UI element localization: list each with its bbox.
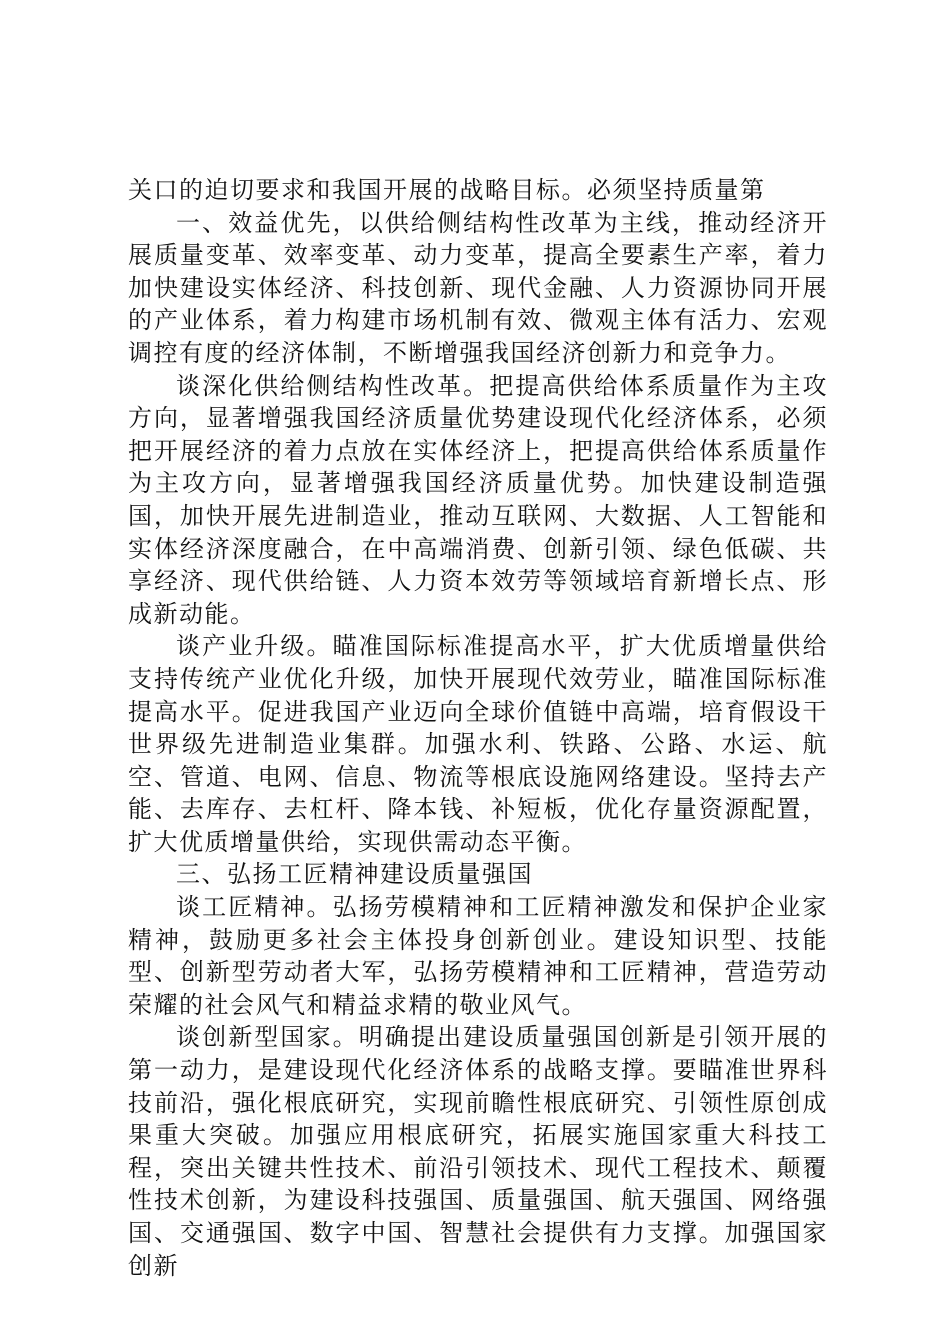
section-heading-craftsman-spirit: 三、弘扬工匠精神建设质量强国 (176, 860, 533, 889)
paragraph-continuation: 关口的迫切要求和我国开展的战略目标。必须坚持质量第 (128, 176, 766, 204)
paragraph-supply-side-reform: 谈深化供给侧结构性改革。把提高供给体系质量作为主攻方向，显著增强我国经济质量优势建设现代化经济体系，必须把开展经济的着力点放在实体经济上，把提高供给体系质量作为主攻方向，显著增强我国经济质量优势。加快建设制造强国，加快开展先进制造业，推动互联网、大数据、人工智能和实体经济深度融合，在中高端消费、创新引领、绿色低碳、共享经济、现代供给链、人力资本效劳等领域培育新增长点、形成新动能。 (128, 371, 828, 628)
paragraph-innovative-country: 谈创新型国家。明确提出建设质量强国创新是引领开展的第一动力，是建设现代化经济体系的战略支撑。要瞄准世界科技前沿，强化根底研究，实现前瞻性根底研究、引领性原创成果重大突破。加强应用根底研究，拓展实施国家重大科技工程，突出关键共性技术、前沿引领技术、现代工程技术、颠覆性技术创新，为建设科技强国、质量强国、航天强国、网络强国、交通强国、数字中国、智慧社会提供有力支撑。加强国家创新 (128, 1023, 828, 1280)
paragraph-industrial-upgrade: 谈产业升级。瞄准国际标准提高水平，扩大优质增量供给支持传统产业优化升级，加快开展现代效劳业，瞄准国际标准提高水平。促进我国产业迈向全球价值链中高端，培育假设干世界级先进制造业集群。加强水利、铁路、公路、水运、航空、管道、电网、信息、物流等根底设施网络建设。坚持去产能、去库存、去杠杆、降本钱、补短板，优化存量资源配置，扩大优质增量供给，实现供需动态平衡。 (128, 632, 828, 856)
document-body (128, 174, 828, 1282)
paragraph-efficiency-priority: 一、效益优先，以供给侧结构性改革为主线，推动经济开展质量变革、效率变革、动力变革，提高全要素生产率，着力加快建设实体经济、科技创新、现代金融、人力资源协同开展的产业体系，着力构建市场机制有效、微观主体有活力、宏观调控有度的经济体制，不断增强我国经济创新力和竞争力。 (128, 208, 828, 367)
paragraph-craftsman-spirit: 谈工匠精神。弘扬劳模精神和工匠精神激发和保护企业家精神，鼓励更多社会主体投身创新创业。建设知识型、技能型、创新型劳动者大军，弘扬劳模精神和工匠精神，营造劳动荣耀的社会风气和精益求精的敬业风气。 (128, 893, 828, 1019)
